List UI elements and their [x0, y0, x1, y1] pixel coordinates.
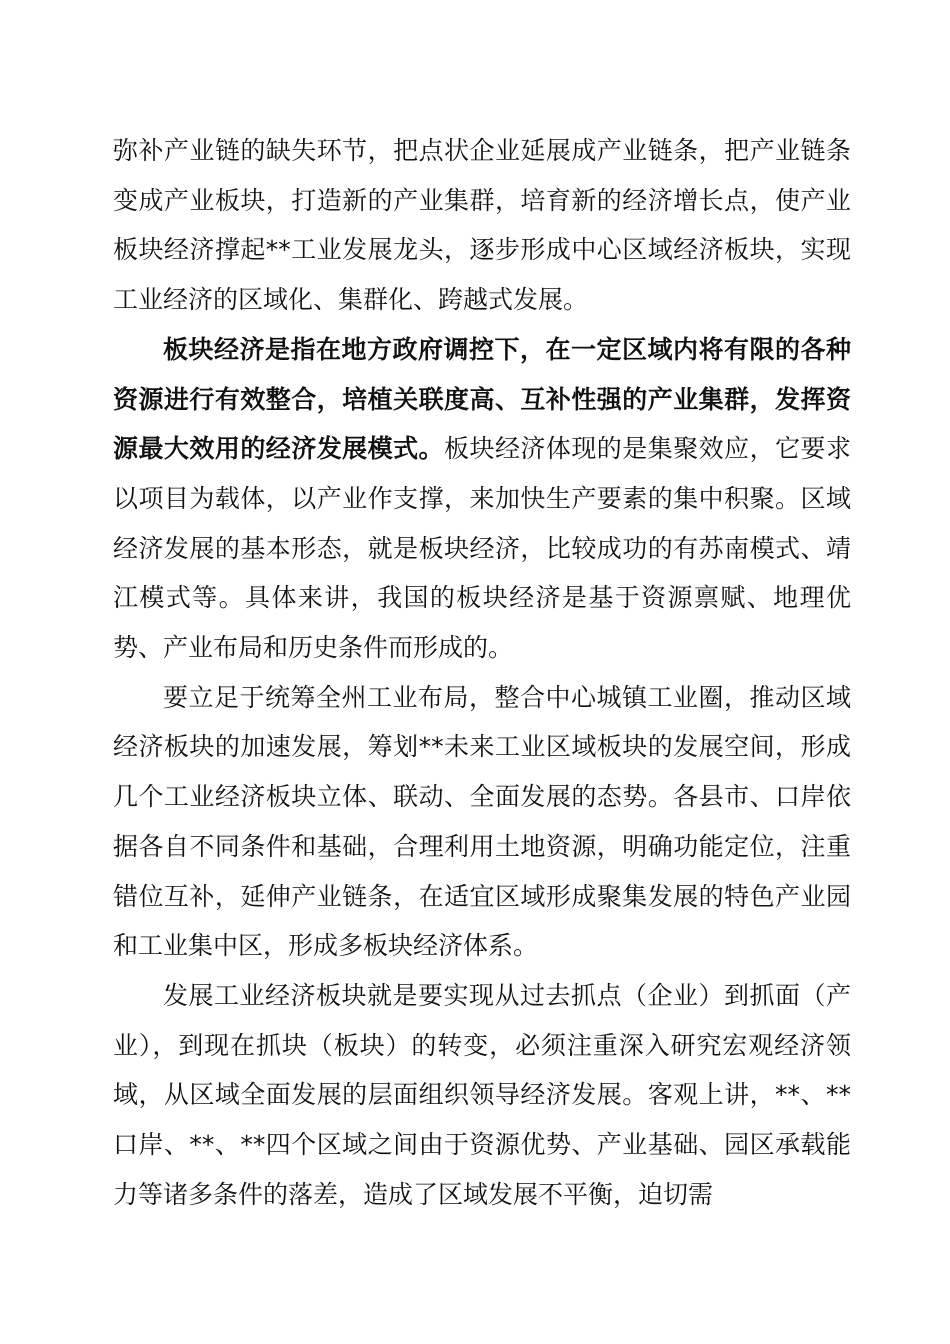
paragraph-2-bold-text: 板块经济是指在地方政府调控下，在一定区域内将有限的各种资源进行有效整合，培植关联度高、互补性强的产业集群，发挥资源最大效用的经济发展模式。	[113, 334, 851, 464]
paragraph-2-text: 板块经济体现的是集聚效应，它要求以项目为载体，以产业作支撑，来加快生产要素的集中积聚。区域经济发展的基本形态，就是板块经济，比较成功的有苏南模式、靖江模式等。具体来讲，我国的板块经济是基于资源禀赋、地理优势、产业布局和历史条件而形成的。	[113, 434, 851, 663]
paragraph-2	[113, 325, 851, 673]
paragraph-3	[113, 673, 851, 971]
paragraph-4	[113, 971, 851, 1220]
body-text	[113, 126, 851, 1219]
paragraph-1-text: 弥补产业链的缺失环节，把点状企业延展成产业链条，把产业链条变成产业板块，打造新的产业集群，培育新的经济增长点，使产业板块经济撑起**工业发展龙头，逐步形成中心区域经济板块，实现工业经济的区域化、集群化、跨越式发展。	[113, 136, 851, 315]
paragraph-1	[113, 126, 851, 325]
paragraph-4-text: 发展工业经济板块就是要实现从过去抓点（企业）到抓面（产业），到现在抓块（板块）的转变，必须注重深入研究宏观经济领域，从区域全面发展的层面组织领导经济发展。客观上讲，**、**口岸、**、**四个区域之间由于资源优势、产业基础、园区承载能力等诸多条件的落差，造成了区域发展不平衡，迫切需	[113, 980, 851, 1209]
paragraph-3-text: 要立足于统筹全州工业布局，整合中心城镇工业圈，推动区域经济板块的加速发展，筹划**未来工业区域板块的发展空间，形成几个工业经济板块立体、联动、全面发展的态势。各县市、口岸依据各自不同条件和基础，合理利用土地资源，明确功能定位，注重错位互补，延伸产业链条，在适宜区域形成聚集发展的特色产业园和工业集中区，形成多板块经济体系。	[113, 682, 851, 961]
